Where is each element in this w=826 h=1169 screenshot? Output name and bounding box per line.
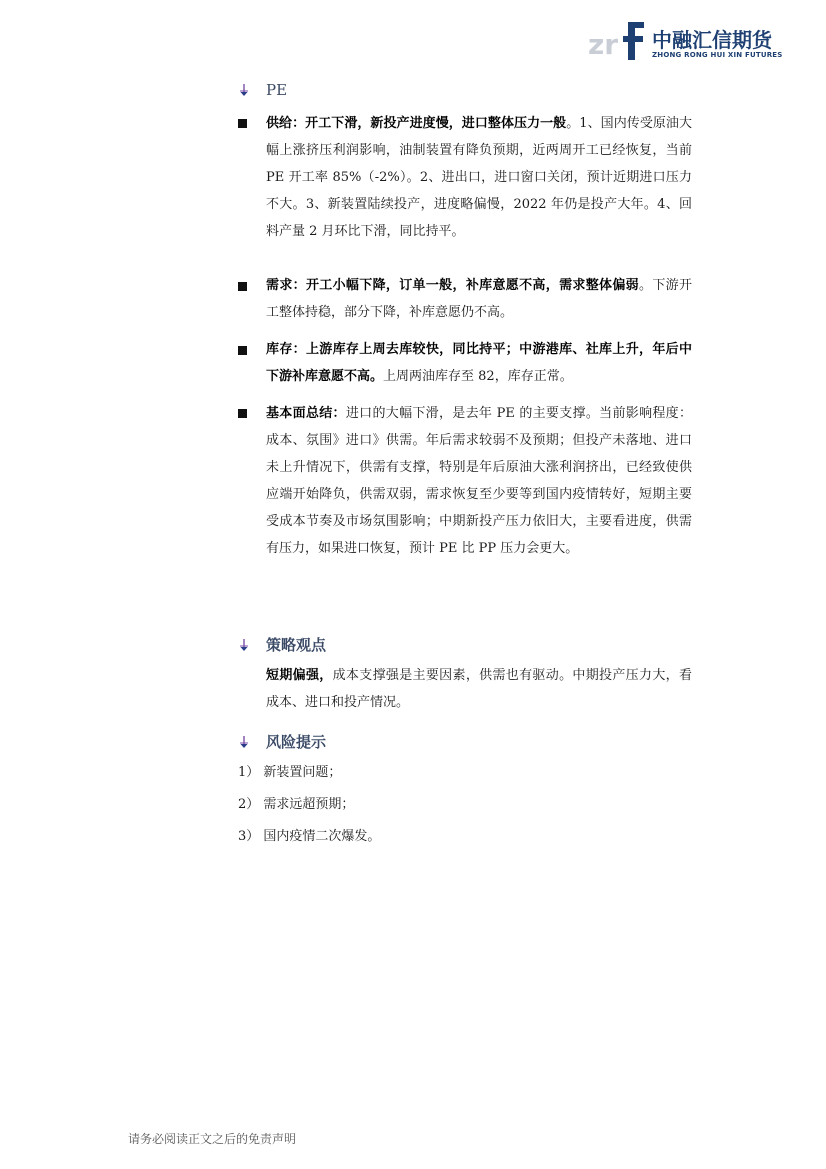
bullet-summary-bold: 基本面总结： [266, 406, 346, 421]
bullet-demand-bold: 需求：开工小幅下降，订单一般，补库意愿不高，需求整体偏弱 [266, 278, 640, 293]
bullet-square-icon [238, 282, 247, 291]
bullet-summary [266, 400, 692, 562]
bullet-demand-text: 。下游开工整体持稳，部分下降，补库意愿仍不高。 [266, 278, 692, 320]
section-heading-risk [238, 731, 326, 752]
svg-text:zr: zr [588, 28, 619, 61]
section-title-risk: 风险提示 [266, 733, 327, 751]
risk-item: 1） 新装置问题； [238, 765, 342, 780]
section-heading-pe [238, 81, 287, 99]
section-heading-strategy [238, 634, 326, 655]
strategy-text: 成本支撑强是主要因素，供需也有驱动。中期投产压力大，看成本、进口和投产情况。 [266, 668, 692, 710]
bullet-supply [266, 110, 692, 245]
bullet-inventory [266, 336, 692, 390]
company-logo [588, 20, 788, 64]
section-title-strategy: 策略观点 [266, 636, 327, 654]
risk-item: 3） 国内疫情二次爆发。 [238, 829, 381, 844]
bullet-supply-bold: 供给：开工下滑，新投产进度慢，进口整体压力一般 [266, 116, 567, 131]
bullet-inventory-bold: 库存：上游库存上周去库较快，同比持平；中游港库、社库上升，年后中下游补库意愿不高。 [266, 342, 692, 384]
arrow-down-icon [238, 735, 250, 749]
bullet-square-icon [238, 119, 247, 128]
strategy-bold: 短期偏强， [266, 668, 333, 683]
arrow-down-icon [238, 638, 250, 652]
bullet-square-icon [238, 409, 247, 418]
section-title-pe: PE [266, 81, 288, 99]
logo-text-en: ZHONG RONG HUI XIN FUTURES [652, 51, 783, 59]
disclaimer-footer: 请务必阅读正文之后的免责声明 [128, 1132, 297, 1146]
logo-mark-icon [588, 20, 648, 64]
bullet-summary-text: 进口的大幅下滑，是去年 PE 的主要支撑。当前影响程度：成本、氛围》进口》供需。年后需求较弱不及预期；但投产未落地、进口未上升情况下，供需有支撑，特别是年后原油大涨利润挤出，已经致使供应端开始降负，供需双弱，需求恢复至少要等到国内疫情转好，短期主要受成本节奏及市场氛围影响；中期新投产压力依旧大，主要看进度，供需有压力，如果进口恢复，预计 PE 比 PP 压力会更大。 [266, 406, 692, 556]
bullet-demand [266, 272, 692, 326]
bullet-square-icon [238, 346, 247, 355]
strategy-paragraph [266, 662, 692, 716]
risk-item: 2） 需求远超预期； [238, 797, 355, 812]
logo-text-cn: 中融汇信期货 [652, 28, 772, 52]
bullet-supply-text: 。1、国内传受原油大幅上涨挤压利润影响，油制装置有降负预期，近两周开工已经恢复，当前 PE 开工率 85%（-2%）。2、进出口，进口窗口关闭，预计近期进口压力不大。3、新装置陆续投产，进度略偏慢，2022 年仍是投产大年。4、回料产量 2 月环比下滑，同比持平。 [266, 116, 692, 239]
arrow-down-icon [238, 83, 250, 97]
bullet-inventory-text: 上周两油库存至 82，库存正常。 [383, 369, 573, 384]
